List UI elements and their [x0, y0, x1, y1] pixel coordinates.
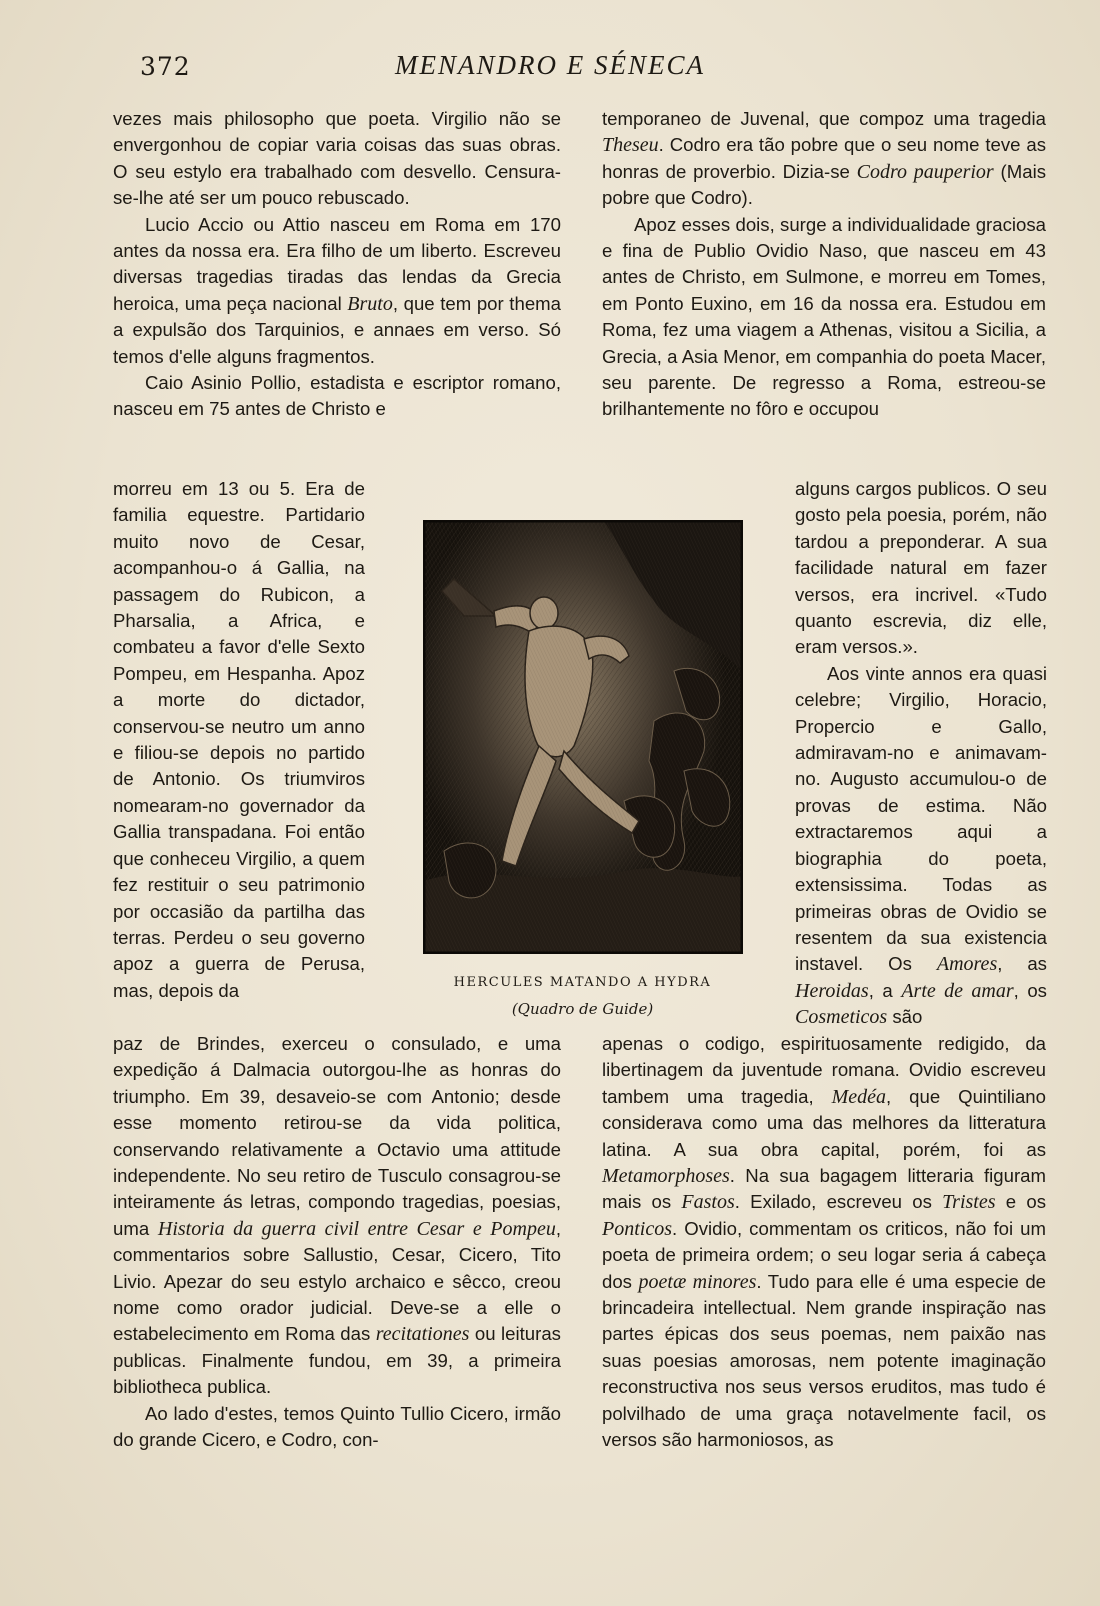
work-title: Arte de amar [901, 979, 1014, 1002]
engraving-image [424, 521, 742, 953]
work-title: Heroidas [795, 979, 869, 1002]
right-column-beside-figure [795, 476, 1047, 1031]
paragraph: vezes mais philosopho que poeta. Virgilio não se envergonhou de copiar varia coisas das suas obras. O seu estylo era trabalhado com desvello. Censura-se-lhe até ser um pouco rebuscado. [113, 108, 561, 209]
latin-phrase: Codro pauperior [856, 160, 994, 183]
left-column-top [113, 106, 561, 423]
work-title: Bruto [347, 292, 393, 315]
running-title: MENANDRO E SÉNECA [395, 50, 705, 80]
paragraph: Apoz esses dois, surge a individualidade graciosa e fina de Publio Ovidio Naso, que nasceu em 43 antes de Christo, em Sulmone, e morreu em Tomes, em Ponto Euxino, em 16 da nossa era. Estudou em Roma, fez uma viagem a Athenas, visitou a Sicilia, a Grecia, a Asia Menor, em companhia do poeta Macer, seu parente. De regresso a Roma, estreou-se brilhantemente no fôro e occupou [602, 213, 1046, 420]
work-title: Cosmeticos [795, 1006, 888, 1029]
page-header [0, 46, 1100, 86]
work-title: Historia da guerra civil entre Cesar e Pompeu [157, 1217, 556, 1240]
work-title: Medéa [831, 1085, 887, 1108]
paragraph: Lucio Accio ou Attio nasceu em Roma em 170 antes da nossa era. Era filho de um liberto. Escreveu diversas tragedias tiradas das lendas da Grecia heroica, uma peça nacional Bruto, que tem por thema a expulsão dos Tarquinios, e annaes em verso. Só temos d'elle alguns fragmentos. [113, 213, 561, 367]
paragraph: alguns cargos publicos. O seu gosto pela poesia, porém, não tardou a preponderar. A sua facilidade natural em fazer versos, era incrivel. «Tudo quanto escrevia, diz elle, eram versos.». [795, 478, 1047, 658]
latin-term: recitationes [375, 1323, 470, 1346]
work-title: Tristes [942, 1191, 996, 1214]
work-title: Fastos [681, 1191, 735, 1214]
right-column-top [602, 106, 1046, 423]
paragraph: Aos vinte annos era quasi celebre; Virgilio, Horacio, Propercio e Gallo, admiravam-no e animavam-no. Augusto accumulou-o de provas de estima. Não extractaremos aqui a biographia do poeta, extensissima. Todas as primeiras obras de Ovidio se resentem da sua existencia instavel. Os Amores, as Heroidas, a Arte de amar, os Cosmeticos são [795, 662, 1047, 1029]
paragraph: morreu em 13 ou 5. Era de familia equestre. Partidario muito novo de Cesar, acompanhou-o á Gallia, na passagem do Rubicon, a Pharsalia, a Africa, e combateu a favor d'elle Sexto Pompeu, em Hespanha. Apoz a morte do dictador, conservou-se neutro um anno e filiou-se depois no partido de Antonio. Os triumviros nomearam-no governador da Gallia transpadana. Foi então que conheceu Virgilio, a quem fez restituir o seu patrimonio por occasião da partilha das terras. Perdeu o seu governo apoz a guerra de Perusa, mas, depois da [113, 478, 365, 1001]
paragraph: Caio Asinio Pollio, estadista e escriptor romano, nasceu em 75 antes de Christo e [113, 372, 561, 420]
paragraph: Ao lado d'estes, temos Quinto Tullio Cicero, irmão do grande Cicero, e Codro, con- [113, 1402, 561, 1451]
left-column-beside-figure [113, 476, 365, 1004]
paragraph: paz de Brindes, exerceu o consulado, e uma expedição á Dalmacia outorgou-lhe as honras do triumpho. Em 39, desaveio-se com Antonio; desde esse momento retirou-se da vida politica, conservando relativamente a Octavio uma attitude independente. No seu retiro de Tusculo consagrou-se inteiramente ás letras, compondo tragedias, poesias, uma Historia da guerra civil entre Cesar e Pompeu, commentarios sobre Sallustio, Cesar, Cicero, Tito Livio. Apezar do seu estylo archaico e sêcco, creou nome como orador judicial. Deve-se a elle o estabelecimento em Roma das recitationes ou leituras publicas. Finalmente fundou, em 39, a primeira bibliotheca publica. [113, 1033, 561, 1398]
work-title: Metamorphoses [602, 1165, 730, 1188]
work-title: Theseu [602, 134, 659, 157]
hercules-hydra-illustration [423, 520, 743, 954]
work-title: Amores [936, 953, 998, 976]
work-title: Ponticos [602, 1217, 672, 1240]
page-number: 372 [140, 52, 191, 81]
figure-caption: HERCULES MATANDO A HYDRA [453, 975, 712, 990]
figure-credit: (Quadro de Guide) [511, 1000, 654, 1018]
paragraph: apenas o codigo, espirituosamente redigido, da libertinagem da juventude romana. Ovidio escreveu tambem uma tragedia, Medéa, que Quintiliano considerava como uma das melhores da litteratura latina. A sua obra capital, porém, foi as Metamorphoses. Na sua bagagem litteraria figuram mais os Fastos. Exilado, escreveu os Tristes e os Ponticos. Ovidio, commentam os criticos, não foi um poeta de primeira ordem; o seu logar seria á cabeça dos poetæ minores. Tudo para elle é uma especie de brincadeira intellectual. Nem grande inspiração nas partes épicas dos seus poemas, nem paixão nas suas poesias amorosas, nem potente imaginação reconstructiva nos seus versos eruditos, mas tudo é polvilhado de uma graça notavelmente facil, os versos são harmoniosos, as [602, 1033, 1046, 1451]
latin-term: poetæ minores [638, 1270, 757, 1293]
left-column-bottom [113, 1031, 561, 1454]
right-column-bottom [602, 1031, 1046, 1454]
paragraph: temporaneo de Juvenal, que compoz uma tragedia Theseu. Codro era tão pobre que o seu nome teve as honras de proverbio. Dizia-se Codro pauperior (Mais pobre que Codro). [602, 108, 1046, 209]
